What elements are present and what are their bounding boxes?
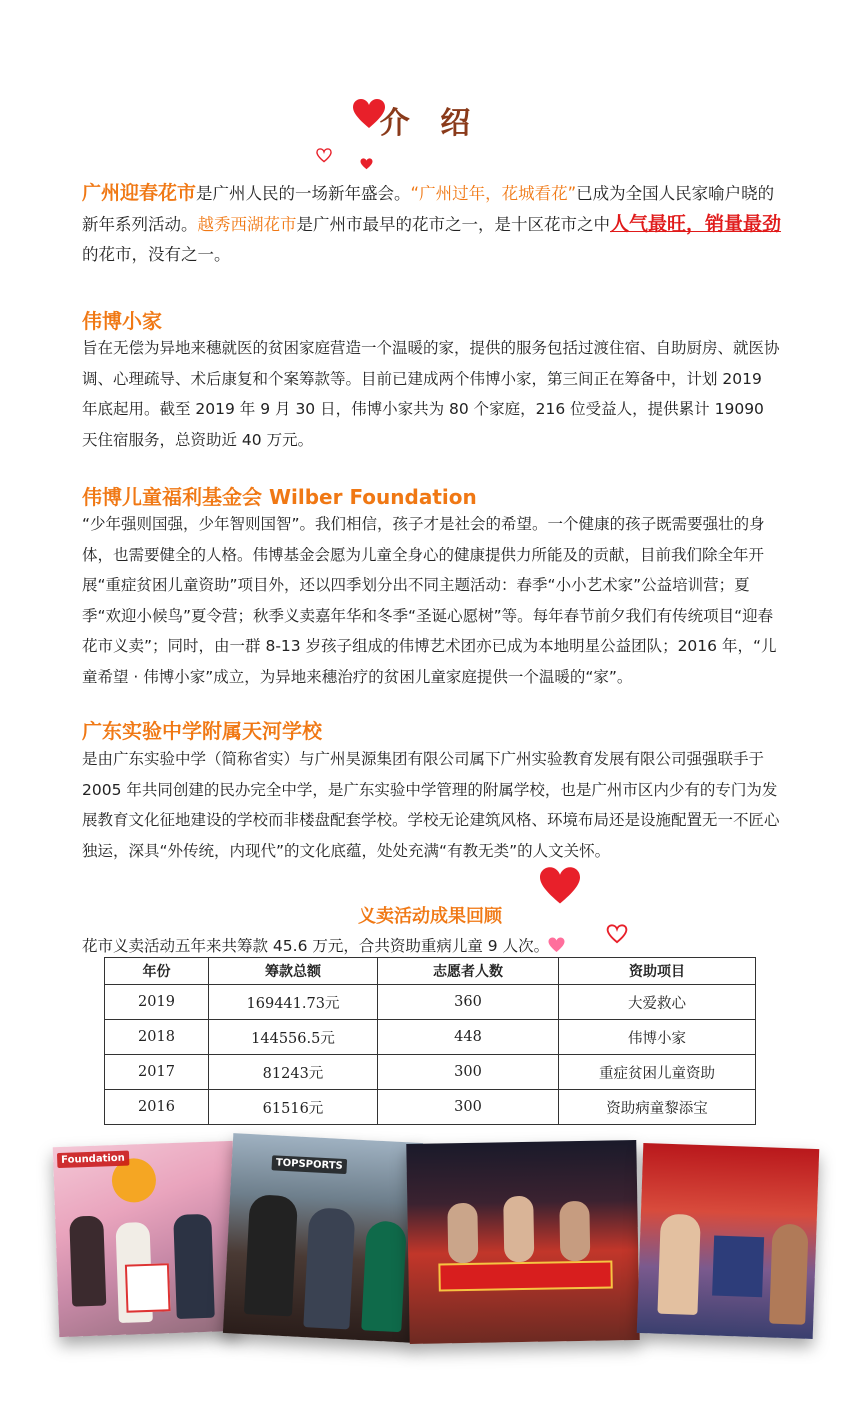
- intro-text: 是广州市最早的花市之一，是十区花市之中: [296, 215, 610, 234]
- table-cell: 2016: [105, 1090, 209, 1125]
- table-cell: 448: [378, 1020, 559, 1055]
- event-photo: [223, 1133, 423, 1343]
- table-cell: 300: [378, 1090, 559, 1125]
- table-row: [105, 985, 756, 1020]
- results-table: [104, 957, 756, 1125]
- table-cell: 360: [378, 985, 559, 1020]
- section-body: 旨在无偿为异地来穗就医的贫困家庭营造一个温暖的家，提供的服务包括过渡住宿、自助厨房、就医协调、心理疏导、术后康复和个案筹款等。目前已建成两个伟博小家，第三间正在筹备中，计划 2019 年底起用。截至 2019 年 9 月 30 日，伟博小家共为 80 个家庭，216 位受益人，提供累计 19090 天住宿服务，总资助近 40 万元。: [82, 339, 780, 449]
- table-cell: 2018: [105, 1020, 209, 1055]
- section-title: 伟博儿童福利基金会 Wilber Foundation: [82, 485, 477, 509]
- intro-text: 是广州人民的一场新年盛会。: [196, 184, 411, 203]
- table-row: [105, 1020, 756, 1055]
- table-cell: 伟博小家: [559, 1020, 756, 1055]
- photo-label: Foundation: [57, 1151, 129, 1168]
- table-cell: 61516元: [209, 1090, 378, 1125]
- intro-text: 的花市，没有之一。: [82, 245, 231, 264]
- table-cell: 重症贫困儿童资助: [559, 1055, 756, 1090]
- section-body: 是由广东实验中学（简称省实）与广州昊源集团有限公司属下广州实验教育发展有限公司强强联手于 2005 年共同创建的民办完全中学，是广东实验中学管理的附属学校，也是广州市区内少有的专门为发展教育文化征地建设的学校而非楼盘配套学校。学校无论建筑风格、环境布局还是设施配置无一不匠心独运，深具“外传统，内现代”的文化底蕴，处处充满“有教无类”的人文关怀。: [82, 750, 780, 860]
- event-photo: [637, 1143, 820, 1339]
- photo-label: TOPSPORTS: [271, 1155, 347, 1174]
- photo-collage: [56, 1138, 816, 1353]
- results-summary: 花市义卖活动五年来共筹款 45.6 万元，合共资助重病儿童 9 人次。: [82, 937, 550, 955]
- table-cell: 资助病童黎添宝: [559, 1090, 756, 1125]
- page-title: 介 绍: [379, 106, 481, 141]
- intro-paragraph: [82, 178, 782, 270]
- event-photo: [406, 1140, 639, 1344]
- table-row: [105, 1090, 756, 1125]
- column-header: 资助项目: [559, 958, 756, 985]
- section-title: 广东实验中学附属天河学校: [82, 719, 322, 743]
- heart-icon: [360, 158, 373, 170]
- intro-highlight: 广州迎春花市: [82, 182, 197, 204]
- column-header: 志愿者人数: [378, 958, 559, 985]
- results-title: 义卖活动成果回顾: [358, 906, 502, 927]
- event-photo: [53, 1141, 240, 1337]
- heart-outline-icon: [316, 148, 332, 163]
- table-cell: 169441.73元: [209, 985, 378, 1020]
- section-title: 伟博小家: [82, 309, 162, 333]
- intro-emphasis: 人气最旺，销量最劲: [610, 213, 782, 235]
- column-header: 筹款总额: [209, 958, 378, 985]
- intro-text: 已成为全国人民家喻户晓的新年系列活动。: [82, 184, 775, 234]
- table-cell: 大爱救心: [559, 985, 756, 1020]
- column-header: 年份: [105, 958, 209, 985]
- table-cell: 2017: [105, 1055, 209, 1090]
- intro-quote: “广州过年，花城看花”: [410, 184, 577, 203]
- table-cell: 81243元: [209, 1055, 378, 1090]
- table-row: [105, 1055, 756, 1090]
- table-cell: 2019: [105, 985, 209, 1020]
- table-cell: 144556.5元: [209, 1020, 378, 1055]
- intro-place: 越秀西湖花市: [197, 215, 297, 234]
- section-body: “少年强则国强，少年智则国智”。我们相信，孩子才是社会的希望。一个健康的孩子既需要强壮的身体，也需要健全的人格。伟博基金会愿为儿童全身心的健康提供力所能及的贡献，目前我们除全年开展“重症贫困儿童资助”项目外，还以四季划分出不同主题活动：春季“小小艺术家”公益培训营；夏季“欢迎小候鸟”夏令营；秋季义卖嘉年华和冬季“圣诞心愿树”等。每年春节前夕我们有传统项目“迎春花市义卖”；同时，由一群 8-13 岁孩子组成的伟博艺术团亦已成为本地明星公益团队；2016 年，“儿童希望 · 伟博小家”成立，为异地来穗治疗的贫困儿童家庭提供一个温暖的“家”。: [82, 515, 777, 686]
- table-header-row: [105, 958, 756, 985]
- heart-icon: [548, 937, 565, 953]
- heart-icon: [538, 866, 582, 906]
- table-cell: 300: [378, 1055, 559, 1090]
